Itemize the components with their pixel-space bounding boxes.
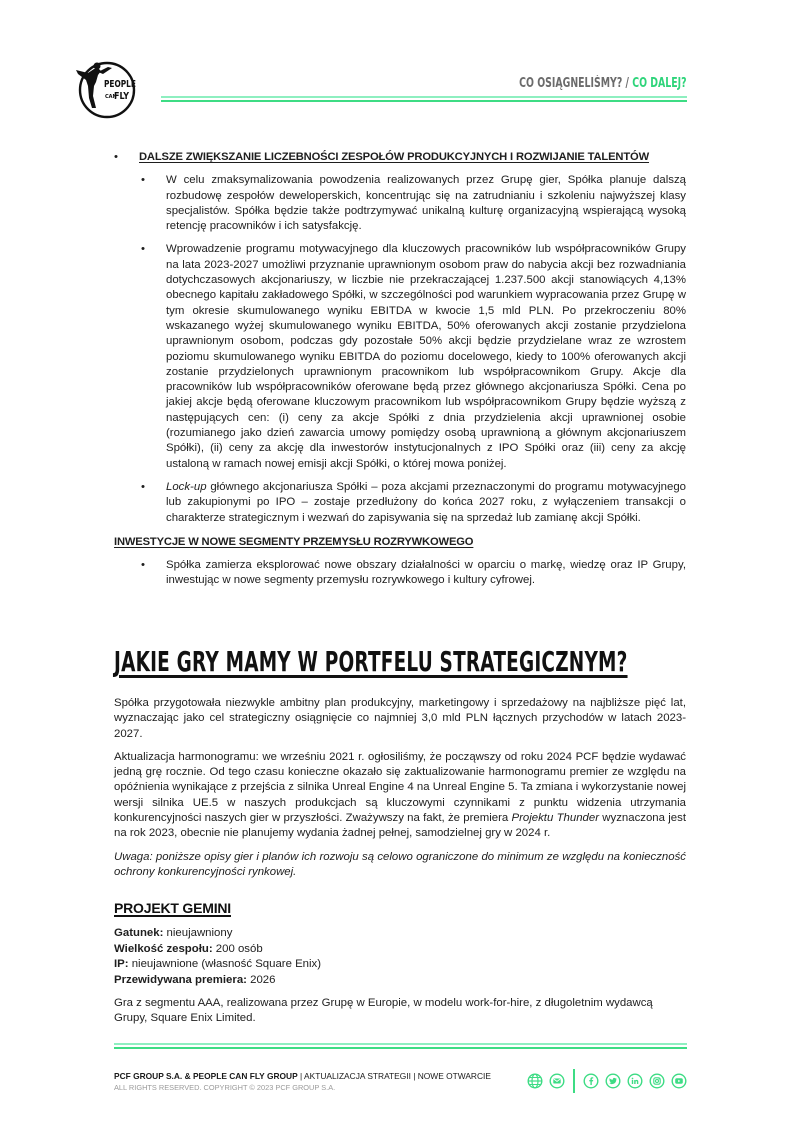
strategy-section <box>114 150 686 589</box>
field-ip <box>114 957 686 972</box>
field-value: nieujawnione (własność Square Enix) <box>128 958 322 971</box>
section-title-investments: INWESTYCJE W NOWE SEGMENTY PRZEMYSŁU ROZRYWKOWEGO <box>114 535 474 548</box>
field-label: Wielkość zespołu: <box>114 942 213 955</box>
portfolio-intro <box>114 696 686 888</box>
portfolio-heading: JAKIE GRY MAMY W PORTFELU STRATEGICZNYM? <box>114 645 628 678</box>
section-talent <box>114 150 686 165</box>
paragraph: W celu zmaksymalizowania powodzenia realizowanych przez Grupę gier, Spółka planuje dalszą rozbudowę zespołów deweloperskich, koncentrując się na zatrudnianiu i szkoleniu najwyższej klasy specjalistów. Spółka będzie także podtrzymywać unikalną kulturę organizacyjną wspierającą wysoką retencję pracowników i ich satysfakcję. <box>166 174 686 233</box>
project-title: PROJEKT GEMINI <box>114 900 231 916</box>
nav-separator: / <box>622 76 633 91</box>
svg-text:FLY: FLY <box>114 91 130 103</box>
note <box>114 850 686 881</box>
bullet: • <box>141 243 145 256</box>
people-can-fly-logo[interactable] <box>74 56 140 122</box>
nav-link-whats-next[interactable]: CO DALEJ? <box>632 76 687 91</box>
breadcrumb-nav <box>520 76 687 91</box>
header-divider <box>161 96 687 102</box>
twitter-icon[interactable] <box>605 1073 621 1089</box>
list-item <box>114 173 686 234</box>
paragraph: Spółka przygotowała niezwykle ambitny plan produkcyjny, marketingowy i sprzedażowy na najbliższe pięć lat, wyznaczając jako cel strategiczny osiągnięcie co najmniej 3,0 mld PLN łącznych przychodów w latach 2023-2027. <box>114 697 686 740</box>
list-item <box>114 480 686 526</box>
field-value: nieujawniony <box>163 927 233 940</box>
note-text: Uwaga: poniższe opisy gier i planów ich rozwoju są celowo ograniczone do minimum ze względu na konieczność ochrony konkurencyjności rynkowej. <box>114 850 686 878</box>
footer-links <box>527 1071 693 1091</box>
field-label: Gatunek: <box>114 927 164 940</box>
footer-icon-divider <box>573 1069 575 1093</box>
footer-company: PCF GROUP S.A. & PEOPLE CAN FLY GROUP <box>114 1071 298 1081</box>
email-icon[interactable] <box>549 1073 565 1089</box>
bullet: • <box>141 559 145 572</box>
field-label: Przewidywana premiera: <box>114 973 247 986</box>
field-team-size <box>114 942 686 957</box>
svg-text:CAN: CAN <box>105 94 117 100</box>
text: wyznaczona jest na rok 2023, obecnie nie planujemy wydania żadnej pełnej, samodzielnej gry w 2024 r. <box>114 812 686 840</box>
svg-text:PEOPLE: PEOPLE <box>104 79 136 91</box>
list-item <box>114 558 686 589</box>
field-value: 2026 <box>246 973 276 986</box>
project-thunder-name: Projektu Thunder <box>511 812 599 825</box>
facebook-icon[interactable] <box>583 1073 599 1089</box>
field-genre <box>114 926 686 941</box>
nav-link-achievements[interactable]: CO OSIĄGNELIŚMY? <box>519 76 623 91</box>
bullet: • <box>141 480 145 493</box>
project-description: Gra z segmentu AAA, realizowana przez Grupę w Europie, w modelu work-for-hire, z długoletnim wydawcą Grupy, Square Enix Limited. <box>114 997 653 1025</box>
footer-divider <box>114 1043 687 1049</box>
field-value: 200 osób <box>212 942 263 955</box>
text: Aktualizacja harmonogramu: we wrześniu 2021 r. ogłosiliśmy, że począwszy od roku 2024 PCF będzie wydawać jedną grę rocznie. Od tego czasu konieczne okazało się zaktualizowanie harmonogramu premier ze względu na opóźnienia wynikające z przejścia z silnika Unreal Engine 4 na Unreal Engine 5. Ta zmiana i wykorzystanie nowej wersji silnika UE.5 w naszych produkcjach są kluczowymi czynnikami z punktu widzenia utrzymania konkurencyjności naszych gier w przyszłości. Zważywszy na fakt, że premiera <box>114 750 686 825</box>
paragraph: Wprowadzenie programu motywacyjnego dla kluczowych pracowników lub współpracowników Grupy na lata 2023-2027 umożliwi przyznanie uprawnionym osobom praw do nabycia akcji bez rozwadniania dotychczasowych akcjonariuszy, w liczbie nie przekraczającej 1.237.500 akcji stanowiących 4,13% obecnego kapitału zakładowego Spółki, w szczególności pod warunkiem wypracowania przez Grupę w tym okresie skumulowanego wyniku EBITDA w kwocie 1,5 mld PLN. Po przekroczeniu 80% wskazanego wyżej skumulowanego wyniku EBITDA, 50% oferowanych akcji zostanie przydzielona uprawnionym osobom, podczas gdy pozostałe 50% akcji będzie przydzielane wraz ze wzrostem poziomu skumulowanego wyniku EBITDA do poziomu docelowego, kiedy to 100% oferowanych akcji zostanie przydzielonych uprawnionym pracownikom lub współpracownikom Grupy. Akcje dla pracowników lub współpracowników oferowane będą przez głównego akcjonariusza Spółki. Cena po jakiej akcje będą oferowane kluczowym pracownikom lub współpracownikom Grupy będzie wyższą z następujących cen: (i) ceny za akcje Spółki z dnia przydzielenia akcji uprawnionej osobie (rozumianego jako dzień zawarcia umowy pomiędzy osobą uprawnioną a głównym akcjonariuszem Spółki), (ii) ceny za akcję dla inwestorów instytucjonalnych z IPO Spółki oraz (iii) ceny za akcję ustaloną w ramach nowej emisji akcji Spółki, o której mowa poniżej. <box>166 243 686 470</box>
lockup-term: Lock-up <box>166 480 207 493</box>
list-item <box>114 242 686 471</box>
bullet: • <box>141 174 145 187</box>
field-label: IP: <box>114 958 129 971</box>
paragraph <box>114 750 686 842</box>
footer-title <box>114 1071 491 1082</box>
footer-doc-title: | AKTUALIZACJA STRATEGII | NOWE OTWARCIE <box>297 1071 491 1081</box>
instagram-icon[interactable] <box>649 1073 665 1089</box>
page-header <box>0 0 800 120</box>
globe-icon[interactable] <box>527 1073 543 1089</box>
footer-text <box>114 1071 491 1093</box>
footer-copyright: ALL RIGHTS RESERVED. COPYRIGHT © 2023 PCF GROUP S.A. <box>114 1083 336 1092</box>
section-title-talent: DALSZE ZWIĘKSZANIE LICZEBNOŚCI ZESPOŁÓW PRODUKCYJNYCH I ROZWIJANIE TALENTÓW <box>139 151 650 163</box>
paragraph: Spółka zamierza eksplorować nowe obszary działalności w oparciu o markę, wiedzę oraz IP Grupy, inwestując w nowe segmenty przemysłu rozrywkowego i kultury cyfrowej. <box>166 559 686 587</box>
paragraph: głównego akcjonariusza Spółki – poza akcjami przeznaczonymi do programu motywacyjnego lub zakupionymi po IPO – zostaje przedłużony do końca 2027 roku, z wyłączeniem transakcji o charakterze strategicznym i wezwań do zapisywania się na sprzedaż lub zamianę akcji Spółki. <box>166 480 686 524</box>
bullet: • <box>114 151 118 163</box>
linkedin-icon[interactable] <box>627 1073 643 1089</box>
youtube-icon[interactable] <box>671 1073 687 1089</box>
field-release <box>114 973 686 988</box>
project-gemini <box>114 901 686 1027</box>
